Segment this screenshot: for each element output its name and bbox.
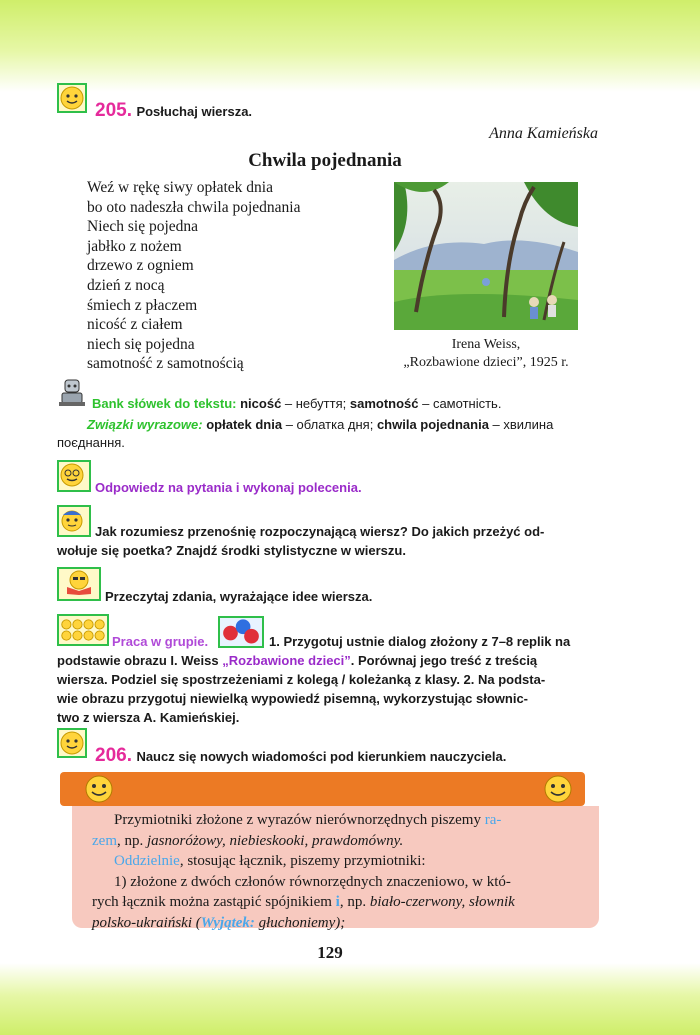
rule-highlight: Wyjątek: — [200, 914, 255, 931]
poem-line: bo oto nadeszła chwila pojednania — [87, 198, 301, 216]
exercise-number: 205. — [95, 100, 132, 121]
group-work-fragment: podstawie obrazu I. Weiss — [57, 653, 223, 668]
poem-line: niech się pojedna — [87, 335, 195, 353]
rule-highlight: ra- — [484, 812, 502, 828]
rule-fragment: Przymiotniki złożone z wyrazów nierównorzędnych piszemy — [114, 812, 485, 828]
reading-smiley-icon — [57, 567, 101, 601]
rule-line — [92, 892, 588, 913]
group-work-line — [57, 651, 602, 670]
rule-fragment: rych łącznik można zastąpić spójnikiem — [92, 894, 336, 910]
exercise-instruction: Naucz się nowych wiadomości pod kierunkiem nauczyciela. — [136, 749, 507, 764]
rule-line: 1) złożone z dwóch członów równorzędnych znaczeniowo, w któ- — [114, 873, 511, 890]
top-decor-band — [0, 0, 700, 92]
rule-highlight: zem — [92, 832, 117, 849]
poem-line: dzień z nocą — [87, 276, 165, 294]
rule-scroll-banner — [60, 772, 585, 806]
exercise-205-heading — [95, 100, 252, 122]
exercise-instruction: Posłuchaj wiersza. — [136, 104, 253, 119]
rule-example: głuchoniemy); — [254, 914, 346, 931]
rule-line — [92, 831, 588, 852]
rule-highlight: Oddzielnie — [114, 853, 180, 869]
robot-icon — [57, 378, 89, 408]
question-1 — [57, 522, 602, 560]
phrase-continuation: поєднання. — [57, 435, 125, 450]
word-bank — [92, 396, 501, 411]
poem-line: nicość z ciałem — [87, 316, 183, 334]
bottom-decor-band — [0, 963, 700, 1035]
questions-heading: Odpowiedz na pytania i wykonaj polecenia. — [95, 480, 362, 495]
painting-image — [394, 182, 578, 330]
group-work-line: 1. Przygotuj ustnie dialog złożony z 7–8 replik na — [269, 634, 571, 649]
rule-line — [92, 810, 588, 831]
phrase-translation: – облатка дня; — [282, 417, 377, 432]
rule-fragment: , stosując łącznik, piszemy przymiotniki: — [179, 853, 426, 869]
smiley-icon — [543, 774, 573, 804]
poem-line: Weź w rękę siwy opłatek dnia — [87, 179, 273, 196]
question-1-line: Jak rozumiesz przenośnię rozpoczynającą wiersz? Do jakich przeżyć od- — [95, 524, 545, 539]
poem-line: jabłko z nożem — [87, 237, 182, 255]
word-bank-term: nicość — [240, 396, 282, 411]
rule-box — [72, 806, 599, 931]
phrases-label: Związki wyrazowe: — [87, 417, 203, 432]
poem-title: Chwila pojednania — [248, 150, 402, 171]
poem-line: samotność z samotnością — [87, 355, 244, 373]
caption-title: „Rozbawione dzieci”, 1925 r. — [403, 355, 569, 370]
word-bank-label: Bank słówek do tekstu: — [92, 396, 237, 411]
word-bank-translation: – небуття; — [281, 396, 350, 411]
rule-example: jasnoróżowy, niebieskooki, prawdomówny. — [146, 832, 404, 849]
question-2: Przeczytaj zdania, wyrażające idee wiersza. — [105, 589, 373, 604]
rule-text — [92, 810, 588, 933]
poem-author: Anna Kamieńska — [489, 125, 598, 142]
exercise-number: 206. — [95, 745, 132, 766]
rule-highlight: i — [335, 894, 340, 910]
group-work-line: wie obrazu przygotuj niewielką wypowiedź pisemną, wykorzystując słownic- — [57, 691, 529, 706]
glasses-smiley-icon — [57, 460, 91, 492]
smiley-icon — [57, 83, 87, 113]
group-work-line: two z wiersza A. Kamieńskiej. — [57, 710, 240, 725]
group-work-text — [57, 632, 602, 727]
rule-fragment: , np. — [339, 894, 370, 910]
smiley-icon — [57, 728, 87, 758]
rule-fragment: , np. — [116, 832, 147, 849]
group-work-fragment: . Porównaj jego treść z treścią — [350, 653, 538, 668]
group-work-label: Praca w grupie. — [112, 634, 209, 649]
poem-line: Niech się pojedna — [87, 218, 199, 236]
painting-title-highlight: „Rozbawione dzieci” — [222, 653, 351, 668]
painting-caption — [394, 336, 578, 372]
phrase-translation: – хвилина — [488, 417, 554, 432]
word-bank-term: samotność — [349, 396, 419, 411]
rule-line — [92, 851, 588, 872]
poem-line: drzewo z ogniem — [87, 257, 194, 275]
poem-body — [87, 178, 387, 374]
question-1-line: wołuje się poetka? Znajdź środki stylistyczne w wierszu. — [57, 543, 406, 558]
word-bank-translation: – самотність. — [418, 396, 502, 411]
rule-example: polsko-ukraiński ( — [92, 914, 201, 931]
poem-line: śmiech z płaczem — [87, 296, 198, 314]
page-number: 129 — [317, 943, 343, 962]
caption-author: Irena Weiss, — [451, 337, 521, 352]
exercise-206-heading — [95, 745, 506, 767]
rule-example: biało-czerwony, słownik — [369, 894, 515, 910]
phrase-term: chwila pojednania — [376, 417, 489, 432]
rule-line — [92, 913, 588, 934]
group-work-line: wiersza. Podziel się spostrzeżeniami z kolegą / koleżanką z klasy. 2. Na podsta- — [57, 672, 546, 687]
word-phrases — [57, 416, 602, 452]
smiley-icon — [84, 774, 114, 804]
phrase-term: opłatek dnia — [206, 417, 283, 432]
